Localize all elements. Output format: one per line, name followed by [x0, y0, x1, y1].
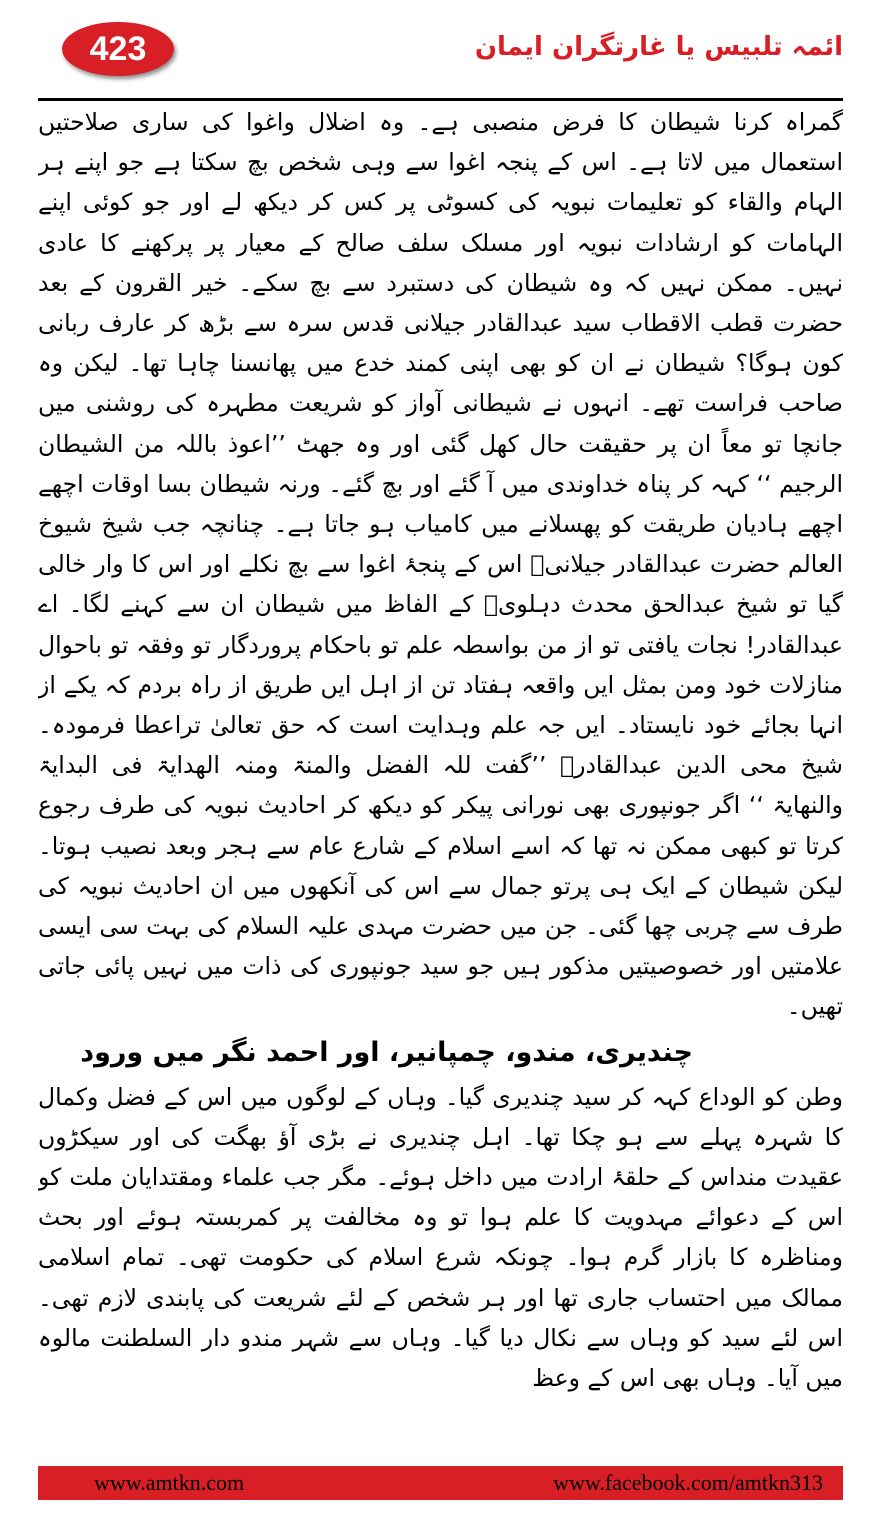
page-header	[38, 18, 843, 88]
body-paragraph-2: وطن کو الوداع کہہ کر سید چندیری گیا۔ وہاں کے لوگوں میں اس کے فضل وکمال کا شہرہ پہلے سے ہو چکا تھا۔ اہل چندیری نے بڑی آؤ بھگت کی اور سیکڑوں عقیدت منداس کے حلقۂ ارادت میں داخل ہوئے۔ مگر جب علماء ومقتدایان ملت کو اس کے دعوائے مہدویت کا علم ہوا تو وہ مخالفت پر کمربستہ ہوئے اور بحث ومناظرہ کا بازار گرم ہوا۔ چونکہ شرع اسلام کی حکومت تھی۔ تمام اسلامی ممالک میں احتساب جاری تھا اور ہر شخص کے لئے شریعت کی پابندی لازم تھی۔ اس لئے سید کو وہاں سے نکال دیا گیا۔ وہاں سے شہر مندو دار السلطنت مالوہ میں آیا۔ وہاں بھی اس کے وعظ	[38, 1082, 843, 1393]
website-link[interactable]: www.amtkn.com	[94, 1470, 245, 1495]
page-number-badge: 423	[62, 22, 174, 76]
header-divider	[38, 98, 843, 101]
page-body	[38, 102, 843, 1447]
facebook-link[interactable]: www.facebook.com/amtkn313	[553, 1470, 823, 1495]
body-paragraph-1: گمراہ کرنا شیطان کا فرض منصبی ہے۔ وہ اضلال واغوا کی ساری صلاحتیں استعمال میں لاتا ہے۔ اس کے پنجہ اغوا سے وہی شخص بچ سکتا ہے جو اپنے ہر الہام والقاء کو تعلیمات نبویہ کی کسوٹی پر کس کر دیکھ لے اور جو کوئی اپنے الہامات کو ارشادات نبویہ اور مسلک سلف صالح کے معیار پر پرکھنے کا عادی نہیں۔ ممکن نہیں کہ وہ شیطان کی دستبرد سے بچ سکے۔ خیر القرون کے بعد حضرت قطب الاقطاب سید عبدالقادر جیلانی قدس سرہ سے بڑھ کر عارف ربانی کون ہوگا؟ شیطان نے ان کو بھی اپنی کمند خدع میں پھانسنا چاہا تھا۔ لیکن وہ صاحب فراست تھے۔ انہوں نے شیطانی آواز کو شریعت مطہرہ کی روشنی میں جانچا تو معاً ان پر حقیقت حال کھل گئی اور وہ جھٹ ’’اعوذ باللہ من الشیطان الرجیم ‘‘ کہہ کر پناہ خداوندی میں آ گئے اور بچ گئے۔ ورنہ شیطان بسا اوقات اچھے اچھے ہادیان طریقت کو پھسلانے میں کامیاب ہو جاتا ہے۔ چنانچہ جب شیخ شیوخ العالم حضرت عبدالقادر جیلانیؒ اس کے پنجۂ اغوا سے بچ نکلے اور اس کا وار خالی گیا تو شیخ عبدالحق محدث دہلویؒ کے الفاظ میں شیطان ان سے کہنے لگا۔ اے عبدالقادر! نجات یافتی تو از من بواسطہ علم تو باحکام پروردگار تو وفقہ تو باحوال منازلات خود ومن بمثل ایں واقعہ ہفتاد تن از اہل ایں طریق از راہ بردم کہ یکے از انہا بجائے خود نایستاد۔ ایں جہ علم وہدایت است کہ حق تعالیٰ تراعطا فرمودہ۔ شیخ محی الدین عبدالقادرؒ ’’گفت للہ الفضل والمنۃ ومنہ الھدایۃ فی البدایۃ والنھایۃ ‘‘ اگر جونپوری بھی نورانی پیکر کو دیکھ کر احادیث نبویہ کی طرف رجوع کرتا تو کبھی ممکن نہ تھا کہ اسے اسلام کے شارع عام سے ہجر وبعد نصیب ہوتا۔ لیکن شیطان کے ایک ہی پرتو جمال سے اس کی آنکھوں میں ان احادیث نبویہ کی طرف سے چربی چھا گئی۔ جن میں حضرت مہدی علیہ السلام کی بہت سی ایسی علامتیں اور خصوصیتیں مذکور ہیں جو سید جونپوری کی ذات میں نہیں پائی جاتی تھیں۔	[38, 108, 843, 1021]
page-footer	[38, 1466, 843, 1500]
section-heading: چندیری، مندو، چمپانیر، اور احمد نگر میں ورود	[80, 1036, 693, 1068]
book-title: ائمہ تلبیس یا غارتگران ایمان	[474, 32, 843, 62]
